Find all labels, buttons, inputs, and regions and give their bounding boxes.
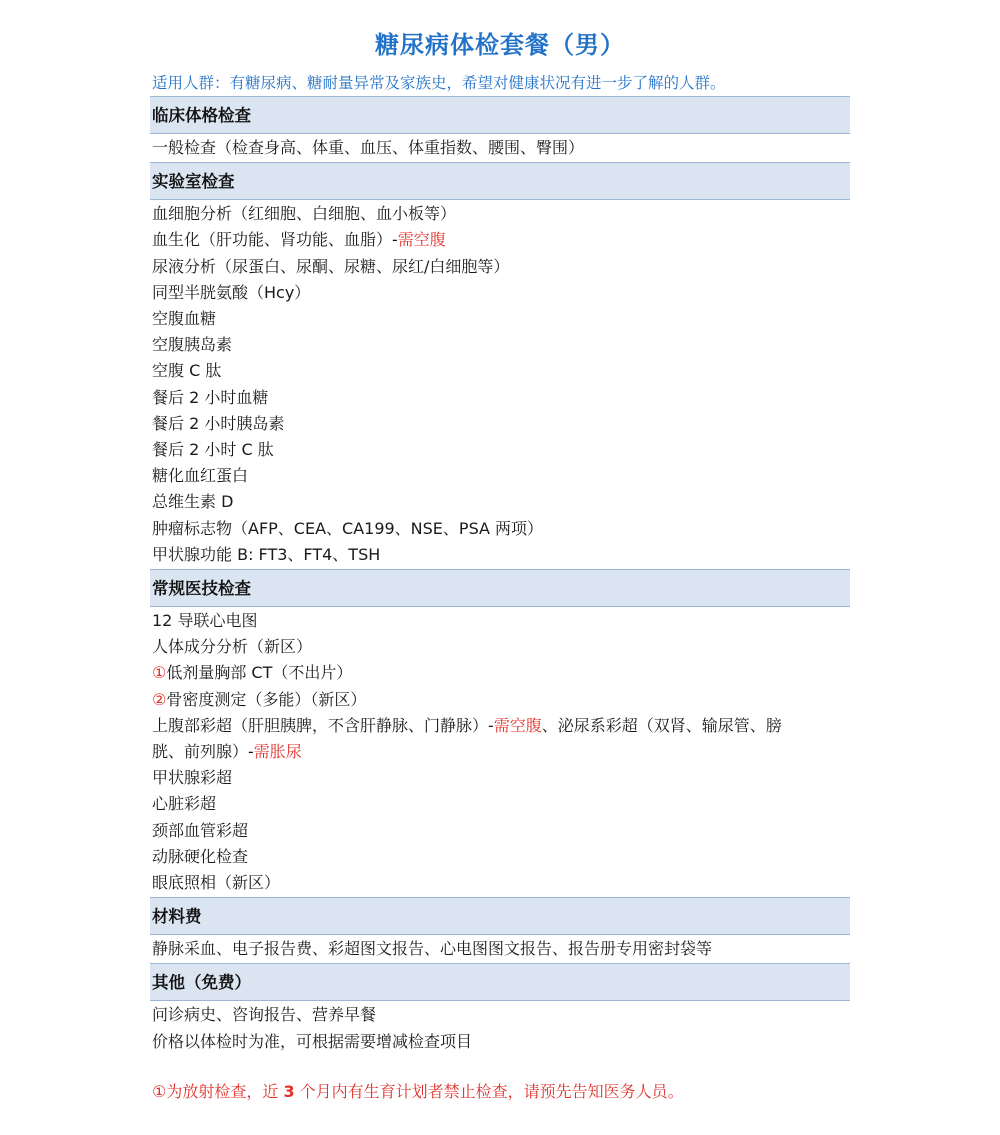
list-item: 甲状腺彩超 bbox=[152, 768, 233, 788]
list-item bbox=[150, 739, 850, 765]
section-header-materials: 材料费 bbox=[150, 897, 850, 935]
section-header-other: 其他（免费） bbox=[150, 963, 850, 1001]
item-text: 血生化（肝功能、肾功能、血脂）- bbox=[152, 230, 398, 250]
list-item: 空腹胰岛素 bbox=[152, 335, 233, 355]
list-item: 餐后 2 小时血糖 bbox=[152, 387, 269, 407]
list-item: 问诊病史、咨询报告、营养早餐 bbox=[152, 1005, 377, 1025]
section-items-imaging bbox=[150, 607, 850, 897]
radiation-footnote bbox=[152, 1079, 850, 1105]
item-text: 低剂量胸部 CT（不出片） bbox=[166, 663, 353, 683]
list-item: 人体成分分析（新区） bbox=[152, 637, 313, 657]
list-item: 餐后 2 小时胰岛素 bbox=[152, 413, 285, 433]
list-item bbox=[150, 687, 850, 713]
item-text: 上腹部彩超（肝胆胰脾，不含肝静脉、门静脉）- bbox=[152, 715, 494, 735]
footnote-text-end: 个月内有生育计划者禁止检查，请预先告知医务人员。 bbox=[294, 1082, 684, 1101]
section-header-clinical: 临床体格检查 bbox=[150, 96, 850, 134]
footnote-text: 为放射检查，近 bbox=[166, 1082, 284, 1101]
item-text: 胱、前列腺）- bbox=[152, 742, 254, 762]
list-item bbox=[150, 713, 850, 739]
list-item: 同型半胱氨酸（Hcy） bbox=[152, 282, 311, 302]
section-items-materials bbox=[150, 935, 850, 963]
list-item: 一般检查（检查身高、体重、血压、体重指数、腰围、臀围） bbox=[152, 138, 585, 157]
footnote-marker: ① bbox=[152, 1082, 167, 1101]
section-header-imaging: 常规医技检查 bbox=[150, 569, 850, 607]
list-item: 尿液分析（尿蛋白、尿酮、尿糖、尿红/白细胞等） bbox=[152, 256, 510, 276]
section-header-laboratory: 实验室检查 bbox=[150, 162, 850, 200]
fasting-note: 需空腹 bbox=[493, 715, 542, 735]
list-item: 12 导联心电图 bbox=[152, 611, 258, 631]
section-items-laboratory bbox=[150, 200, 850, 569]
radiation-marker: ① bbox=[152, 663, 167, 683]
list-item: 血细胞分析（红细胞、白细胞、血小板等） bbox=[152, 204, 457, 224]
list-item bbox=[150, 660, 850, 686]
list-item: 肿瘤标志物（AFP、CEA、CA199、NSE、PSA 两项） bbox=[152, 518, 544, 538]
list-item: 空腹 C 肽 bbox=[152, 361, 222, 381]
full-bladder-note: 需胀尿 bbox=[253, 742, 302, 762]
item-text: 骨密度测定（多能）（新区） bbox=[166, 689, 367, 709]
list-item bbox=[150, 227, 850, 253]
package-content bbox=[150, 96, 850, 1056]
list-item: 餐后 2 小时 C 肽 bbox=[152, 440, 274, 460]
list-item: 糖化血红蛋白 bbox=[152, 466, 249, 486]
footnote-number: 3 bbox=[283, 1082, 295, 1101]
list-item: 心脏彩超 bbox=[152, 794, 217, 814]
list-item: 颈部血管彩超 bbox=[152, 820, 249, 840]
list-item: 空腹血糖 bbox=[152, 309, 217, 329]
page-title: 糖尿病体检套餐（男） bbox=[375, 31, 625, 59]
item-text-continued: 、泌尿系彩超（双肾、输尿管、膀 bbox=[541, 715, 782, 735]
fasting-note: 需空腹 bbox=[397, 230, 446, 250]
list-item: 甲状腺功能 B: FT3、FT4、TSH bbox=[152, 544, 381, 564]
section-items-clinical bbox=[150, 134, 850, 162]
list-item: 动脉硬化检查 bbox=[152, 846, 249, 866]
list-item: 静脉采血、电子报告费、彩超图文报告、心电图图文报告、报告册专用密封袋等 bbox=[152, 939, 713, 959]
item-marker: ② bbox=[152, 689, 167, 709]
list-item: 总维生素 D bbox=[152, 492, 234, 512]
target-group-line: 适用人群：有糖尿病、糖耐量异常及家族史，希望对健康状况有进一步了解的人群。 bbox=[152, 74, 726, 92]
list-item: 价格以体检时为准，可根据需要增减检查项目 bbox=[152, 1031, 473, 1051]
list-item: 眼底照相（新区） bbox=[152, 873, 281, 893]
section-items-other bbox=[150, 1001, 850, 1055]
